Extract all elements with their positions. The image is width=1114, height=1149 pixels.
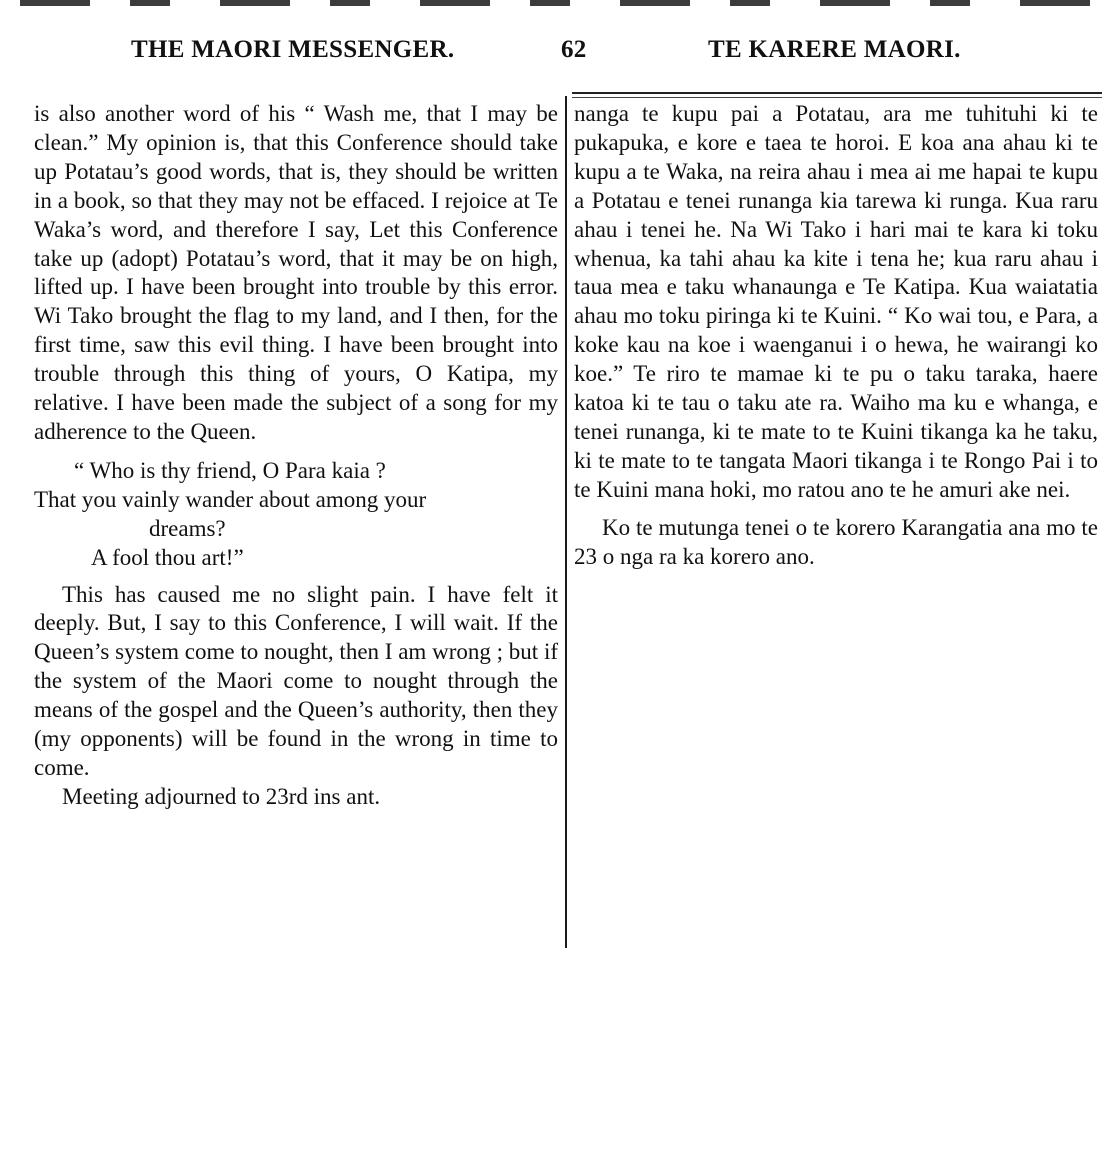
song-line-3: dreams?: [149, 515, 226, 541]
top-border-rule: [20, 0, 1110, 6]
english-closing-line: Meeting adjourned to 23rd ins ant.: [62, 783, 381, 809]
english-column: [34, 100, 558, 812]
column-divider: [565, 96, 567, 948]
maori-title: TE KARERE MAORI.: [708, 36, 961, 63]
english-paragraph-1: is also another word of his “ Wash me, that I may be clean.” My opinion is, that this Conference should take up Potatau’s good words, that is, they should be written in a book, so that they may not be effaced. I rejoice at Te Waka’s word, and therefore I say, Let this Conference take up (adopt) Potatau’s word, that it may be on high, lifted up. I have been brought into trouble by this error. Wi Tako brought the flag to my land, and I then, for the first time, saw this evil thing. I have been brought into trouble through this thing of yours, O Katipa, my relative. I have been made the subject of a song for my adherence to the Queen.: [34, 101, 558, 444]
english-title: THE MAORI MESSENGER.: [131, 36, 455, 63]
right-column-top-rule-thin: [572, 97, 1102, 98]
maori-column: [574, 100, 1098, 572]
song-quote: [34, 457, 558, 573]
song-line-1: “ Who is thy friend, O Para kaia ?: [74, 457, 386, 483]
maori-paragraph-2: Ko te mutunga tenei o te korero Karangatia ana mo te 23 o nga ra ka korero ano.: [574, 514, 1098, 569]
page-number: 62: [561, 36, 587, 63]
right-column-top-rule: [572, 92, 1102, 94]
song-line-2: That you vainly wander about among your: [34, 486, 427, 512]
page-header: [0, 36, 1114, 70]
song-line-4: A fool thou art!”: [91, 544, 244, 570]
english-paragraph-2: This has caused me no slight pain. I have felt it deeply. But, I say to this Conference, I will wait. If the Queen’s system come to nought, then I am wrong ; but if the system of the Maori come to nought through the means of the gospel and the Queen’s authority, then they (my opponents) will be found in the wrong in time to come.: [34, 581, 558, 780]
maori-paragraph-1: nanga te kupu pai a Potatau, ara me tuhituhi ki te pukapuka, e kore e taea te horoi. E koa ana ahau ki te kupu a te Waka, na reira ahau i mea ai me hapai te kupu a Potatau e tenei runanga kia tarewa ki runga. Kua raru ahau i tenei he. Na Wi Tako i hari mai te kara ki toku whenua, ka tahi ahau ka kite i tena he; kua raru ahau i taua mea e taku whanaunga e Te Katipa. Kua waiatatia ahau mo toku piringa ki te Kuini. “ Ko wai tou, e Para, a koke kau na koe i waenganui i o hewa, he wairangi ko koe.” Te riro te mamae ki te pu o taku taraka, haere katoa ki te tau o taku ate ra. Waiho ma ku e whanga, e tenei runanga, ki te mate to te Kuini tikanga ka he taku, ki te mate to te tangata Maori tikanga i te Rongo Pai i to te Kuini mana hoki, mo ratou ano te he amuri ake nei.: [574, 101, 1098, 502]
